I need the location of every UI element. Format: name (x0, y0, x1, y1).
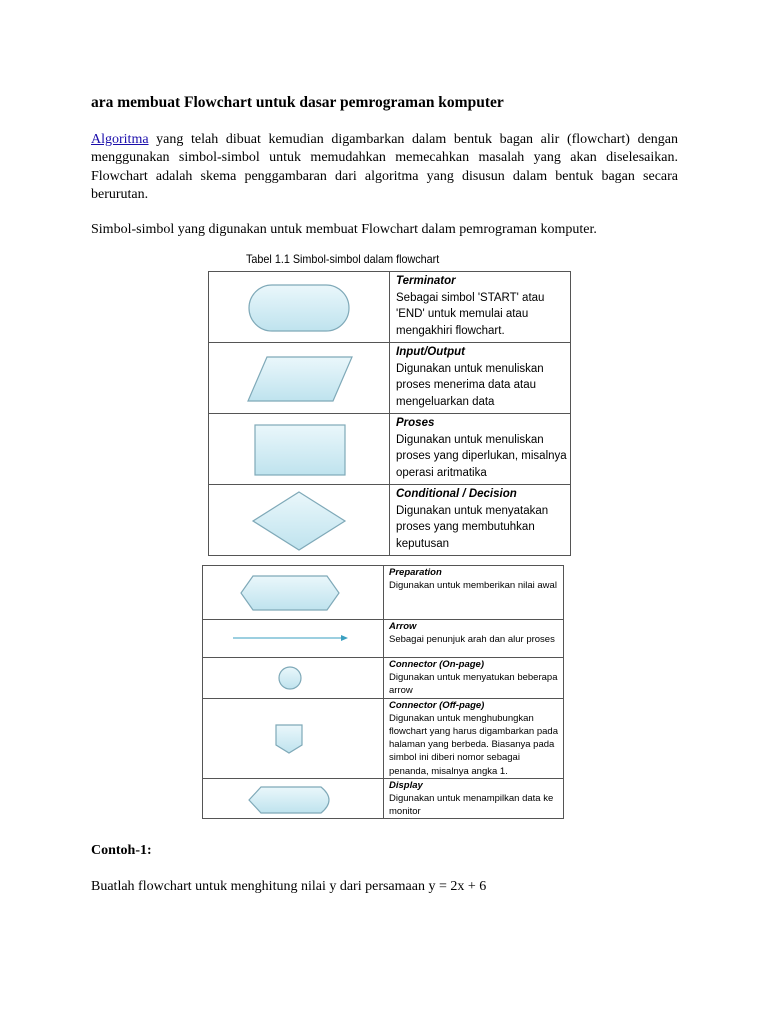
description-cell (390, 272, 571, 343)
symbol-name: Connector (On-page) (389, 659, 484, 670)
description-cell (384, 658, 564, 699)
table-row (209, 272, 571, 343)
display-icon (247, 785, 339, 815)
symbol-table-1 (208, 252, 572, 559)
symbol-name: Connector (Off-page) (389, 699, 485, 711)
table-row (203, 658, 564, 699)
symbol-cell (209, 343, 390, 414)
symbol-table-2 (202, 565, 566, 821)
symbol-cell (209, 272, 390, 343)
decision-icon (251, 490, 347, 552)
symbol-description: Sebagai simbol 'START' atau 'END' untuk memulai atau mengakhiri flowchart. (396, 291, 545, 337)
symbol-cell (209, 485, 390, 556)
table-caption: Tabel 1.1 Simbol-simbol dalam flowchart (246, 252, 440, 266)
symbol-description: Digunakan untuk memberikan nilai awal (389, 580, 557, 592)
symbol-description: Sebagai penunjuk arah dan alur proses (389, 634, 555, 646)
algoritma-link[interactable]: Algoritma (91, 132, 149, 147)
table-row (203, 778, 564, 819)
symbol-cell (203, 566, 384, 620)
symbol-description: Digunakan untuk menyatukan beberapa arrow (389, 672, 558, 697)
table-row (203, 620, 564, 658)
description-cell (384, 698, 564, 778)
description-cell (390, 485, 571, 556)
lead-paragraph: Simbol-simbol yang digunakan untuk membuat Flowchart dalam pemrograman komputer. (91, 222, 597, 237)
symbol-table-2-grid (202, 565, 564, 819)
description-cell (384, 778, 564, 819)
symbol-description: Digunakan untuk menyatakan proses yang membutuhkan keputusan (396, 504, 549, 550)
terminator-icon (247, 283, 351, 333)
example-paragraph: Buatlah flowchart untuk menghitung nilai y dari persamaan y = 2x + 6 (91, 879, 487, 894)
arrow-icon (231, 632, 351, 644)
symbol-description: Digunakan untuk menuliskan proses menerima data atau mengeluarkan data (396, 362, 544, 408)
symbol-description: Digunakan untuk menuliskan proses yang diperlukan, misalnya operasi aritmatika (396, 433, 567, 479)
symbol-name: Arrow (389, 621, 417, 632)
description-cell (390, 414, 571, 485)
document-heading: ara membuat Flowchart untuk dasar pemrograman komputer (91, 94, 504, 111)
process-icon (253, 423, 347, 477)
symbol-name: Preparation (389, 567, 442, 578)
description-cell (384, 566, 564, 620)
example-heading: Contoh-1: (91, 843, 152, 858)
symbol-table-1-grid (208, 271, 571, 556)
symbol-cell (203, 620, 384, 658)
intro-paragraph (91, 131, 678, 204)
input-output-icon (245, 354, 355, 404)
description-cell (384, 620, 564, 658)
symbol-cell (203, 698, 384, 778)
preparation-icon (239, 574, 341, 612)
symbol-description: Digunakan untuk menampilkan data ke monitor (389, 793, 554, 818)
connector-off-page-icon (274, 723, 304, 755)
table-row (209, 414, 571, 485)
symbol-name: Display (389, 779, 423, 791)
symbol-cell (203, 658, 384, 699)
symbol-name: Terminator (396, 275, 456, 287)
symbol-description: Digunakan untuk menghubungkan flowchart yang harus digambarkan pada halaman yang berbeda. Biasanya pada simbol ini diberi nomor sebagai penanda, misalnya angka 1. (389, 712, 558, 777)
description-cell (390, 343, 571, 414)
table-row (203, 566, 564, 620)
table-row (209, 343, 571, 414)
symbol-cell (209, 414, 390, 485)
symbol-name: Conditional / Decision (396, 488, 517, 500)
symbol-cell (203, 778, 384, 819)
connector-on-page-icon (277, 665, 303, 691)
table-row (203, 698, 564, 778)
intro-text: yang telah dibuat kemudian digambarkan dalam bentuk bagan alir (flowchart) dengan menggunakan simbol-simbol untuk memudahkan memecahkan masalah yang akan diselesaikan. Flowchart adalah skema penggambaran dari algoritma yang disusun dalam bentuk bagan secara berurutan. (91, 132, 678, 202)
symbol-name: Input/Output (396, 346, 465, 358)
symbol-name: Proses (396, 417, 435, 429)
table-row (209, 485, 571, 556)
